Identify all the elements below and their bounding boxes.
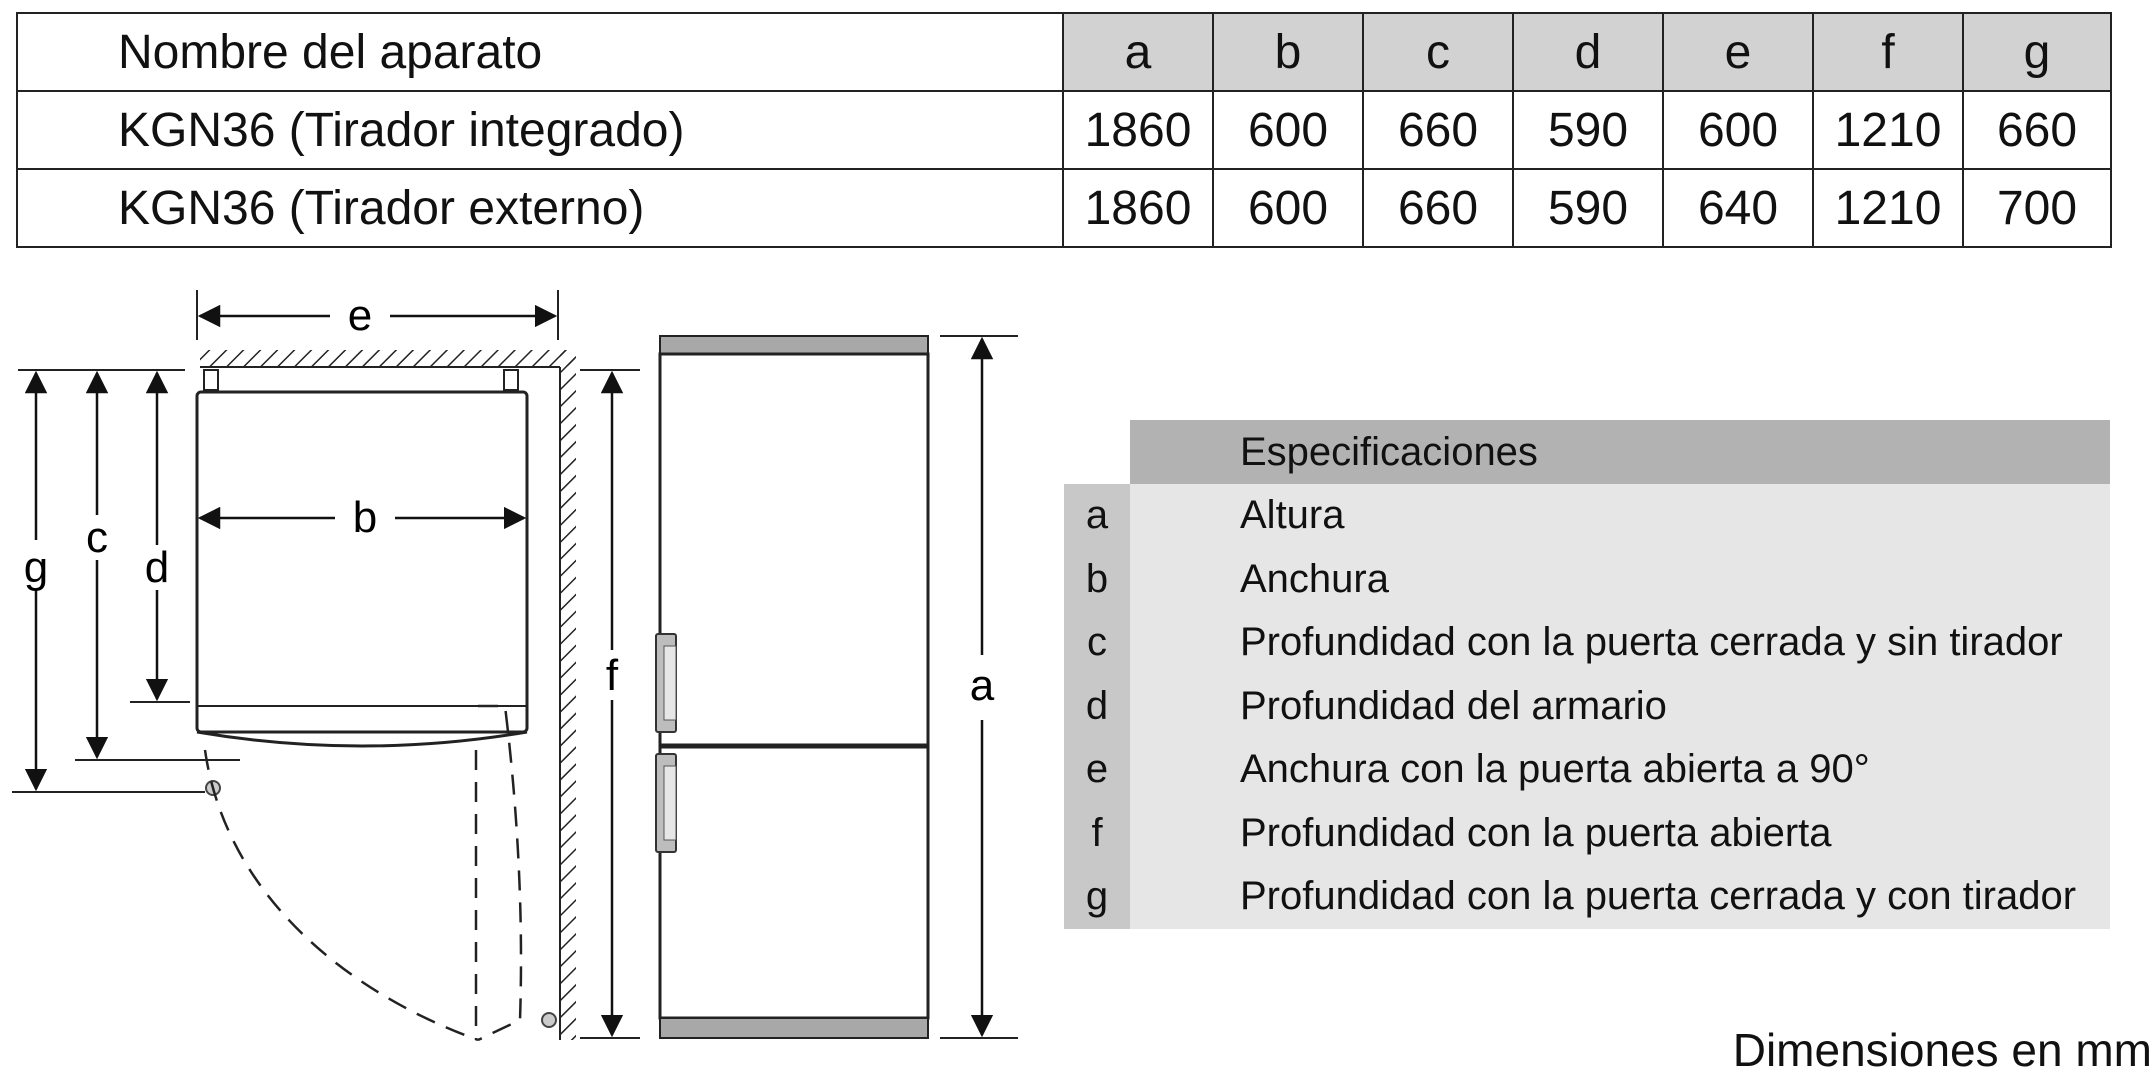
dim-label-c: c bbox=[86, 513, 108, 562]
front-view bbox=[656, 336, 1018, 1038]
cell-value-b: 600 bbox=[1213, 91, 1363, 169]
cell-value-e: 600 bbox=[1663, 91, 1813, 169]
spec-letter: c bbox=[1087, 620, 1107, 664]
dim-label-b: b bbox=[352, 493, 378, 542]
row-appliance-name: KGN36 (Tirador externo) bbox=[17, 169, 1063, 247]
wall-top-hatch bbox=[200, 350, 575, 366]
dim-label-g: g bbox=[23, 543, 49, 592]
cell-value-f: 1210 bbox=[1813, 91, 1963, 169]
header-letter-b: b bbox=[1213, 13, 1363, 91]
spec-description: Profundidad con la puerta abierta bbox=[1240, 810, 1832, 855]
spec-description: Anchura con la puerta abierta a 90° bbox=[1240, 747, 1870, 791]
cell-value-a: 1860 bbox=[1063, 91, 1213, 169]
cell-value-e: 640 bbox=[1663, 169, 1813, 247]
cell-value-c: 660 bbox=[1363, 169, 1513, 247]
specifications-letters-column bbox=[1064, 484, 1130, 929]
cell-value-g: 700 bbox=[1963, 169, 2111, 247]
fridge-bottom-cap bbox=[660, 1018, 928, 1038]
spec-letter: g bbox=[1085, 874, 1109, 918]
header-letter-f: f bbox=[1813, 13, 1963, 91]
hinge-right-icon bbox=[542, 1013, 556, 1027]
lower-handle-bar bbox=[664, 766, 676, 840]
spacer-left bbox=[204, 370, 218, 390]
header-letter-e: e bbox=[1663, 13, 1813, 91]
door-open-outline bbox=[478, 706, 521, 1040]
door-swing-arc bbox=[205, 750, 478, 1040]
spec-description: Anchura bbox=[1240, 556, 1389, 601]
header-letter-c: c bbox=[1363, 13, 1513, 91]
row-appliance-name: KGN36 (Tirador integrado) bbox=[17, 91, 1063, 169]
dim-label-a: a bbox=[969, 661, 995, 710]
cell-value-a: 1860 bbox=[1063, 169, 1213, 247]
wall-right-hatch bbox=[560, 350, 576, 1040]
header-letter-d: d bbox=[1513, 13, 1663, 91]
header-letter-a: a bbox=[1063, 13, 1213, 91]
spacer-right bbox=[504, 370, 518, 390]
spec-letter: e bbox=[1085, 747, 1109, 791]
header-letter-g: g bbox=[1963, 13, 2111, 91]
dim-label-e: e bbox=[347, 291, 373, 340]
units-note: Dimensiones en mm bbox=[1732, 1024, 2152, 1076]
specifications-title: Especificaciones bbox=[1130, 420, 2110, 484]
specifications-body bbox=[1064, 484, 2110, 929]
spec-description: Profundidad con la puerta cerrada y sin tirador bbox=[1240, 620, 2063, 664]
spec-letter: f bbox=[1091, 810, 1103, 855]
door-front bbox=[197, 732, 527, 746]
cell-value-d: 590 bbox=[1513, 91, 1663, 169]
upper-handle-bar bbox=[664, 646, 676, 720]
dimensions-table bbox=[16, 12, 2112, 248]
table-row bbox=[17, 91, 2111, 169]
cell-value-f: 1210 bbox=[1813, 169, 1963, 247]
cell-value-c: 660 bbox=[1363, 91, 1513, 169]
fridge-body bbox=[660, 354, 928, 1018]
spec-letter: b bbox=[1085, 556, 1109, 601]
table-header-row bbox=[17, 13, 2111, 91]
cell-value-b: 600 bbox=[1213, 169, 1363, 247]
fridge-top-cap bbox=[660, 336, 928, 354]
cell-value-g: 660 bbox=[1963, 91, 2111, 169]
specifications-text-column bbox=[1130, 484, 2110, 929]
dim-label-d: d bbox=[144, 543, 170, 592]
spec-letter: d bbox=[1085, 683, 1109, 728]
fridge-dimension-drawing bbox=[0, 270, 1020, 1078]
spec-description: Profundidad con la puerta cerrada y con tirador bbox=[1240, 874, 2077, 918]
table-row bbox=[17, 169, 2111, 247]
spec-description: Altura bbox=[1240, 493, 1345, 537]
spec-description: Profundidad del armario bbox=[1240, 683, 1667, 728]
cabinet-outline bbox=[197, 392, 527, 732]
spec-letter: a bbox=[1085, 493, 1109, 537]
cell-value-d: 590 bbox=[1513, 169, 1663, 247]
specifications-legend bbox=[1064, 420, 2110, 929]
dim-label-f: f bbox=[605, 651, 619, 700]
top-view bbox=[12, 290, 640, 1040]
header-appliance-name: Nombre del aparato bbox=[17, 13, 1063, 91]
